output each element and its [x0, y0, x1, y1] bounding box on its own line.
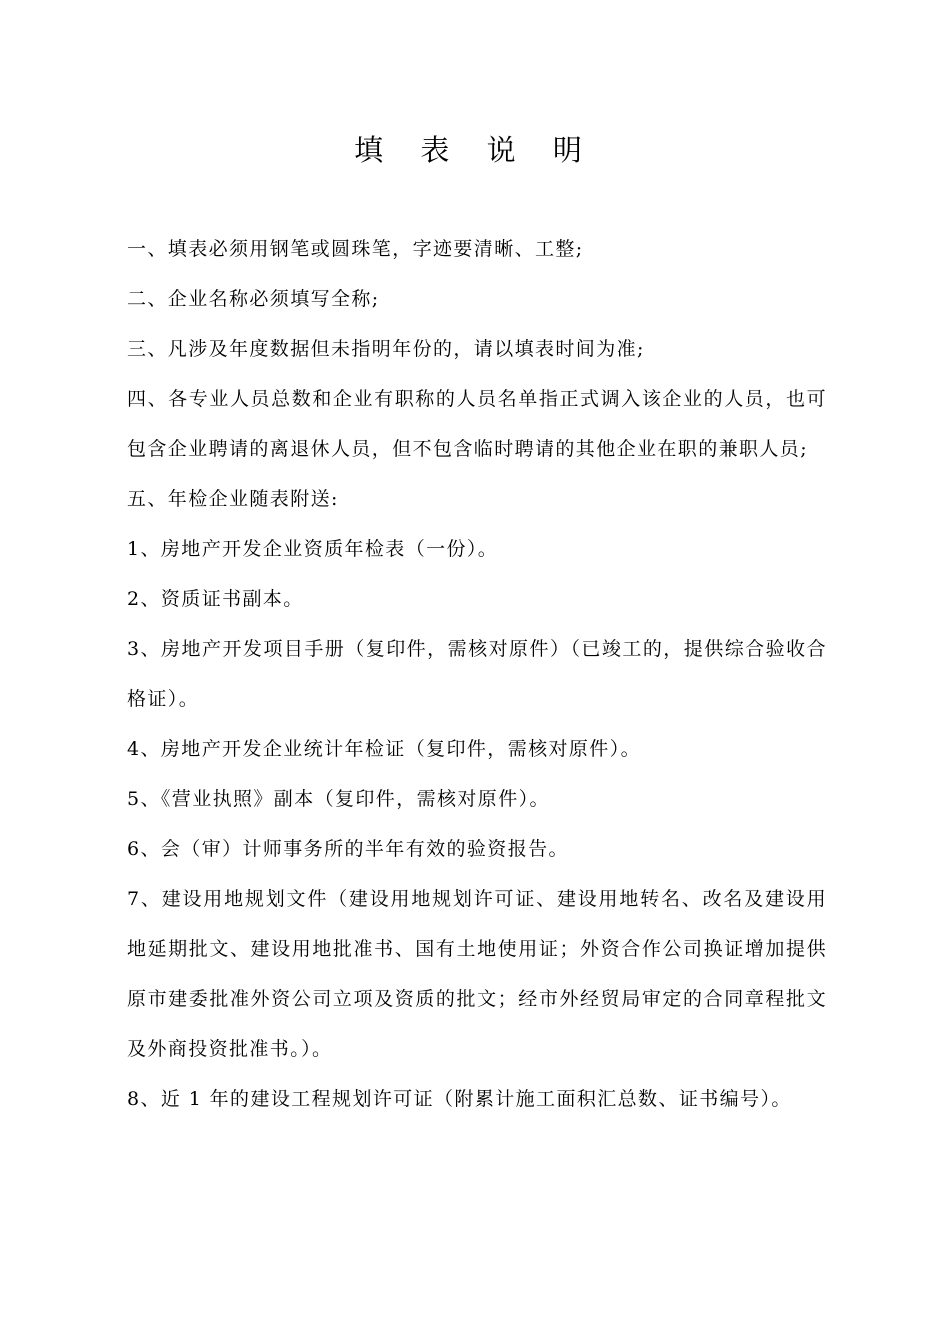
instruction-item-5: 五、年检企业随表附送:: [127, 488, 339, 510]
instruction-item-4: 四、各专业人员总数和企业有职称的人员名单指正式调入该企业的人员，也可包含企业聘请的离退休人员，但不包含临时聘请的其他企业在职的兼职人员;: [127, 388, 827, 460]
attachment-item-6: 6、会（审）计师事务所的半年有效的验资报告。: [127, 838, 569, 860]
instruction-item-2: 二、企业名称必须填写全称;: [127, 288, 380, 310]
instruction-item-3: 三、凡涉及年度数据但未指明年份的，请以填表时间为准;: [127, 338, 645, 360]
attachment-item-3: 3、房地产开发项目手册（复印件，需核对原件）（已竣工的，提供综合验收合格证）。: [127, 638, 827, 710]
attachment-item-4: 4、房地产开发企业统计年检证（复印件，需核对原件）。: [127, 738, 641, 760]
page-title: 填 表 说 明: [354, 133, 596, 167]
attachment-item-5: 5、《营业执照》副本（复印件，需核对原件）。: [127, 788, 550, 810]
attachment-item-1: 1、房地产开发企业资质年检表（一份）。: [127, 538, 499, 560]
attachment-item-8: 8、近 1 年的建设工程规划许可证（附累计施工面积汇总数、证书编号）。: [127, 1088, 792, 1110]
attachment-item-2: 2、资质证书副本。: [127, 588, 304, 610]
instruction-item-1: 一、填表必须用钢笔或圆珠笔，字迹要清晰、工整;: [127, 238, 584, 260]
instructions-body: [127, 224, 827, 1124]
attachment-item-7: 7、建设用地规划文件（建设用地规划许可证、建设用地转名、改名及建设用地延期批文、建设用地批准书、国有土地使用证；外资合作公司换证增加提供原市建委批准外资公司立项及资质的批文；经市外经贸局审定的合同章程批文及外商投资批准书。）。: [127, 888, 827, 1060]
